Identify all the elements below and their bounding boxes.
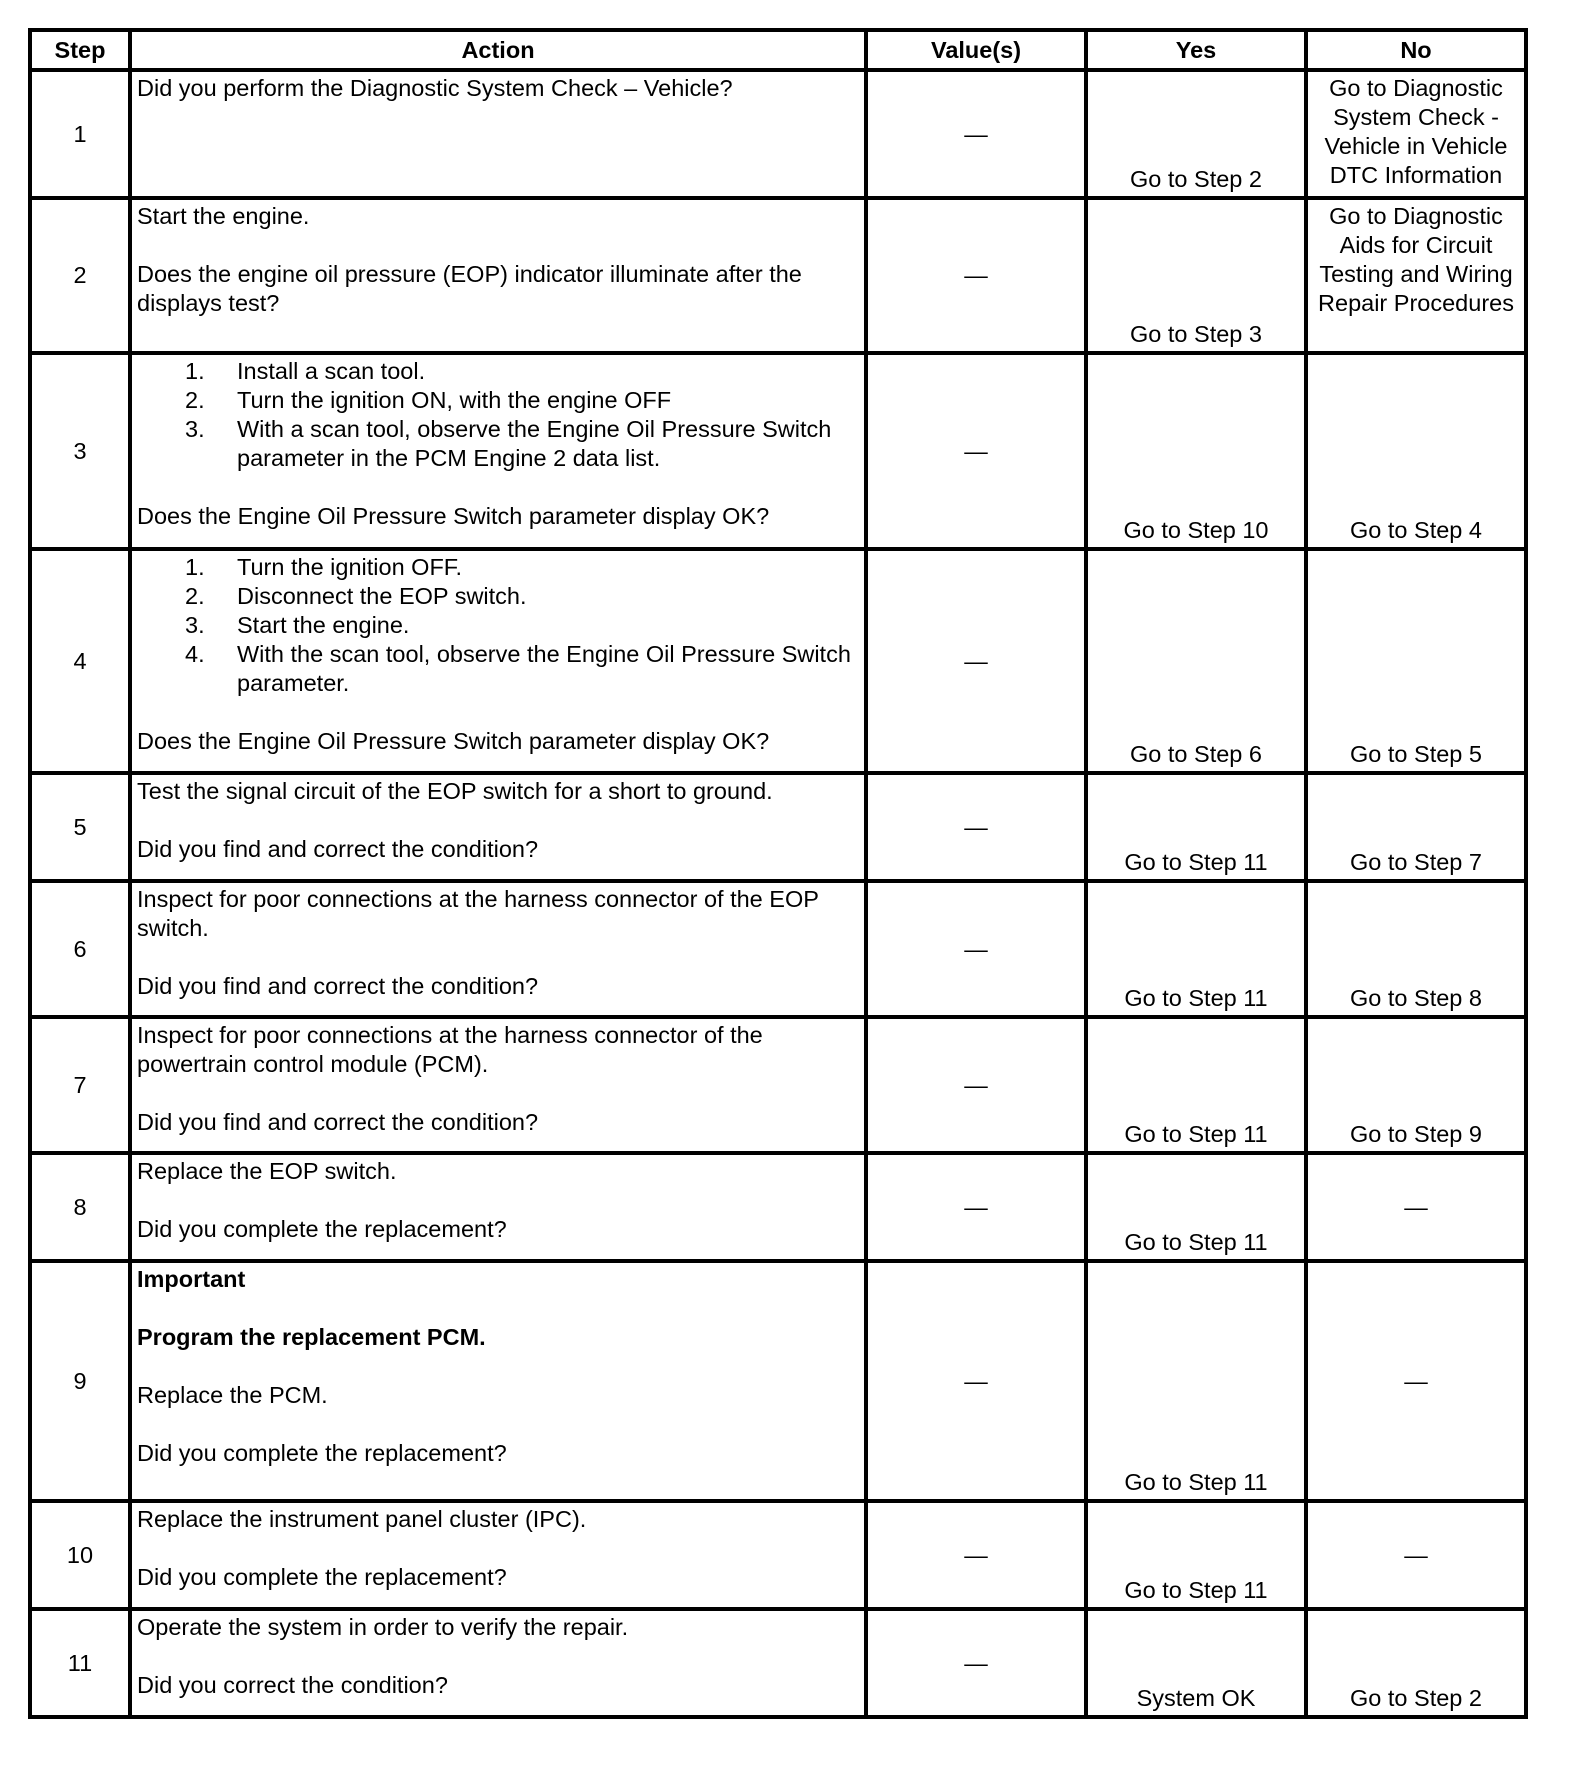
value-cell: — <box>866 1017 1086 1153</box>
yes-cell: Go to Step 6 <box>1086 549 1306 773</box>
action-question: Did you complete the replacement? <box>137 1216 507 1242</box>
step-number: 3 <box>30 353 130 549</box>
no-cell: Go to Step 4 <box>1306 353 1526 549</box>
action-text: Test the signal circuit of the EOP switch for a short to ground. <box>137 778 773 804</box>
yes-cell: Go to Step 2 <box>1086 70 1306 198</box>
list-item: 2. Disconnect the EOP switch. <box>185 583 527 609</box>
action-text: Replace the PCM. <box>137 1382 328 1408</box>
action-step-list <box>137 357 859 473</box>
list-item: 2. Turn the ignition ON, with the engine OFF <box>185 387 672 413</box>
step-number: 10 <box>30 1501 130 1609</box>
value-cell: — <box>866 1153 1086 1261</box>
yes-cell: Go to Step 10 <box>1086 353 1306 549</box>
no-cell: — <box>1306 1153 1526 1261</box>
step-number: 5 <box>30 773 130 881</box>
no-cell: Go to Step 8 <box>1306 881 1526 1017</box>
action-cell <box>130 70 866 198</box>
yes-cell: Go to Step 11 <box>1086 881 1306 1017</box>
important-note: Program the replacement PCM. <box>137 1324 486 1350</box>
action-text: Inspect for poor connections at the harness connector of the powertrain control module (PCM). <box>137 1022 763 1077</box>
value-cell: — <box>866 1609 1086 1717</box>
important-label: Important <box>137 1266 246 1292</box>
header-step: Step <box>30 30 130 70</box>
step-number: 6 <box>30 881 130 1017</box>
action-question: Does the Engine Oil Pressure Switch parameter display OK? <box>137 728 770 754</box>
no-cell: Go to Step 5 <box>1306 549 1526 773</box>
action-cell <box>130 1153 866 1261</box>
table-row <box>30 1153 1526 1261</box>
step-number: 8 <box>30 1153 130 1261</box>
action-text: Replace the instrument panel cluster (IPC). <box>137 1506 587 1532</box>
action-text: Inspect for poor connections at the harness connector of the EOP switch. <box>137 886 819 941</box>
header-yes: Yes <box>1086 30 1306 70</box>
no-cell: Go to Diagnostic Aids for Circuit Testing and Wiring Repair Procedures <box>1306 198 1526 353</box>
action-text: Operate the system in order to verify the repair. <box>137 1614 629 1640</box>
header-no: No <box>1306 30 1526 70</box>
action-question: Did you find and correct the condition? <box>137 973 539 999</box>
header-row <box>30 30 1526 70</box>
no-cell: Go to Step 2 <box>1306 1609 1526 1717</box>
value-cell: — <box>866 353 1086 549</box>
action-question: Did you complete the replacement? <box>137 1564 507 1590</box>
diagnostic-table <box>28 28 1528 1719</box>
step-number: 2 <box>30 198 130 353</box>
step-number: 9 <box>30 1261 130 1501</box>
action-cell <box>130 1017 866 1153</box>
yes-cell: Go to Step 11 <box>1086 773 1306 881</box>
action-question: Did you complete the replacement? <box>137 1440 507 1466</box>
action-cell <box>130 1501 866 1609</box>
action-cell <box>130 881 866 1017</box>
action-question: Did you find and correct the condition? <box>137 1109 539 1135</box>
table-row <box>30 353 1526 549</box>
value-cell: — <box>866 1501 1086 1609</box>
value-cell: — <box>866 1261 1086 1501</box>
yes-cell: Go to Step 11 <box>1086 1017 1306 1153</box>
step-number: 7 <box>30 1017 130 1153</box>
action-cell <box>130 1609 866 1717</box>
list-item: 1. Turn the ignition OFF. <box>185 554 463 580</box>
no-cell: Go to Diagnostic System Check - Vehicle in Vehicle DTC Information <box>1306 70 1526 198</box>
list-item: 3. With a scan tool, observe the Engine Oil Pressure Switch parameter in the PCM Engine 2 data list. <box>185 416 832 471</box>
no-cell: — <box>1306 1501 1526 1609</box>
value-cell: — <box>866 198 1086 353</box>
list-item: 1. Install a scan tool. <box>185 358 426 384</box>
action-question: Did you correct the condition? <box>137 1672 448 1698</box>
table-row <box>30 1017 1526 1153</box>
no-cell: — <box>1306 1261 1526 1501</box>
header-action: Action <box>130 30 866 70</box>
list-item: 3. Start the engine. <box>185 612 410 638</box>
step-number: 1 <box>30 70 130 198</box>
action-text: Start the engine. <box>137 203 310 229</box>
yes-cell: Go to Step 3 <box>1086 198 1306 353</box>
action-question: Does the engine oil pressure (EOP) indicator illuminate after the displays test? <box>137 261 802 316</box>
action-cell <box>130 1261 866 1501</box>
action-question: Did you find and correct the condition? <box>137 836 539 862</box>
value-cell: — <box>866 881 1086 1017</box>
value-cell: — <box>866 70 1086 198</box>
action-cell <box>130 353 866 549</box>
table-row <box>30 198 1526 353</box>
action-cell <box>130 198 866 353</box>
action-question: Did you perform the Diagnostic System Check – Vehicle? <box>137 75 733 101</box>
action-step-list <box>137 553 859 698</box>
value-cell: — <box>866 549 1086 773</box>
step-number: 4 <box>30 549 130 773</box>
yes-cell: System OK <box>1086 1609 1306 1717</box>
table-row <box>30 549 1526 773</box>
no-cell: Go to Step 7 <box>1306 773 1526 881</box>
no-cell: Go to Step 9 <box>1306 1017 1526 1153</box>
table-row <box>30 1609 1526 1717</box>
yes-cell: Go to Step 11 <box>1086 1153 1306 1261</box>
yes-cell: Go to Step 11 <box>1086 1501 1306 1609</box>
action-text: Replace the EOP switch. <box>137 1158 397 1184</box>
action-question: Does the Engine Oil Pressure Switch parameter display OK? <box>137 503 770 529</box>
action-cell <box>130 773 866 881</box>
yes-cell: Go to Step 11 <box>1086 1261 1306 1501</box>
value-cell: — <box>866 773 1086 881</box>
table-row <box>30 70 1526 198</box>
table-row <box>30 1501 1526 1609</box>
action-cell <box>130 549 866 773</box>
list-item: 4. With the scan tool, observe the Engine Oil Pressure Switch parameter. <box>185 641 851 696</box>
table-row <box>30 881 1526 1017</box>
step-number: 11 <box>30 1609 130 1717</box>
table-row <box>30 773 1526 881</box>
header-values: Value(s) <box>866 30 1086 70</box>
table-row <box>30 1261 1526 1501</box>
